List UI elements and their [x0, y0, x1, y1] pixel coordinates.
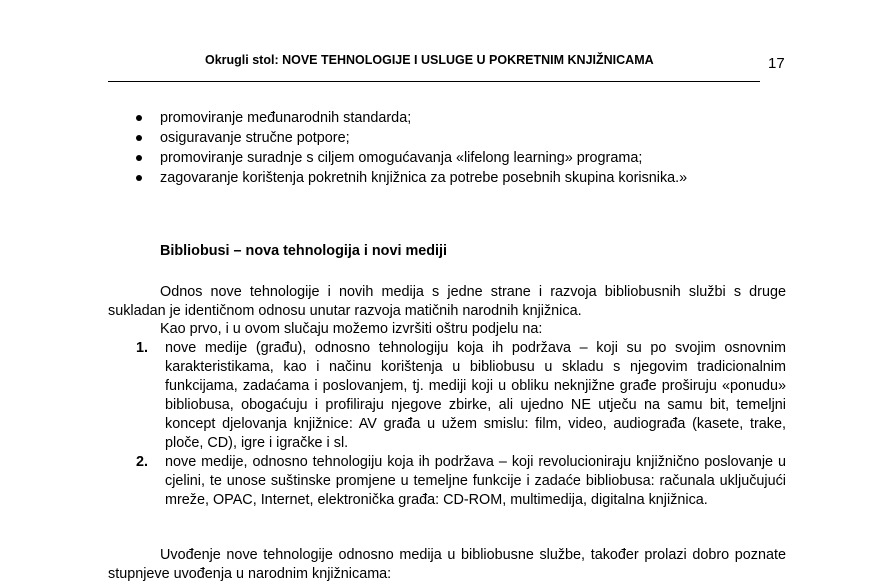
bullet-icon: [136, 135, 142, 141]
page-number: 17: [768, 55, 785, 72]
bullet-icon: [136, 115, 142, 121]
list-number: 1.: [136, 340, 149, 356]
list-item-text: nove medije (građu), odnosno tehnologiju koja ih podržava – koji su po svojim osnovnim karakteristikama, kao i načinu korištenja u bibliobusu u skladu s njegovim tradicionalnim funkcijama, zadaćama i poslovanjem, tj. mediji koji u obliku neknjižne građe proširuju «ponudu» bibliobusa, obogaćuju i profiliraju njegove zbirke, ali ujedno NE utječu na samu bit, temeljni koncept djelovanja knjižnice: AV građa u užem smislu: film, video, audiograđa (kasete, trake, ploče, CD), igre i igračke i sl.: [165, 340, 786, 451]
list-item: [108, 148, 788, 168]
list-item-text: nove medije, odnosno tehnologiju koja ih podržava – koji revolucioniraju knjižnično poslovanje u cjelini, te unose suštinske promjene u temeljne funkcije i zadaće bibliobusa: računala uključujući mreže, OPAC, Internet, elektronička građa: CD-ROM, multimedija, digitalna knjižnica.: [165, 454, 786, 508]
numbered-list-item: [108, 339, 786, 453]
section-heading: Bibliobusi – nova tehnologija i novi mediji: [160, 243, 448, 259]
numbered-list-item: [108, 453, 786, 510]
list-item: [108, 128, 788, 148]
running-header-title: Okrugli stol: NOVE TEHNOLOGIJE I USLUGE U POKRETNIM KNJIŽNICAMA: [205, 53, 654, 67]
list-item: [108, 108, 788, 128]
header-divider: [108, 81, 760, 82]
paragraph: Odnos nove tehnologije i novih medija s jedne strane i razvoja bibliobusnih službi s druge sukladan je identičnom odnosu unutar razvoja matičnih narodnih knjižnica.: [108, 284, 786, 319]
bullet-list: [108, 108, 788, 188]
list-item-text: promoviranje suradnje s ciljem omogućavanja «lifelong learning» programa;: [160, 150, 643, 166]
list-item-text: promoviranje međunarodnih standarda;: [160, 110, 412, 126]
list-number: 2.: [136, 454, 149, 470]
paragraph: Kao prvo, i u ovom slučaju možemo izvršiti oštru podjelu na:: [160, 321, 543, 337]
list-item-text: osiguravanje stručne potpore;: [160, 130, 350, 146]
list-item: [108, 168, 788, 188]
bullet-icon: [136, 155, 142, 161]
numbered-list: [108, 339, 786, 510]
paragraph: Uvođenje nove tehnologije odnosno medija u bibliobusne službe, također prolazi dobro poznate stupnjeve uvođenja u narodnim knjižnicama:: [108, 547, 786, 582]
list-item-text: zagovaranje korištenja pokretnih knjižnica za potrebe posebnih skupina korisnika.»: [160, 170, 688, 186]
bullet-icon: [136, 175, 142, 181]
